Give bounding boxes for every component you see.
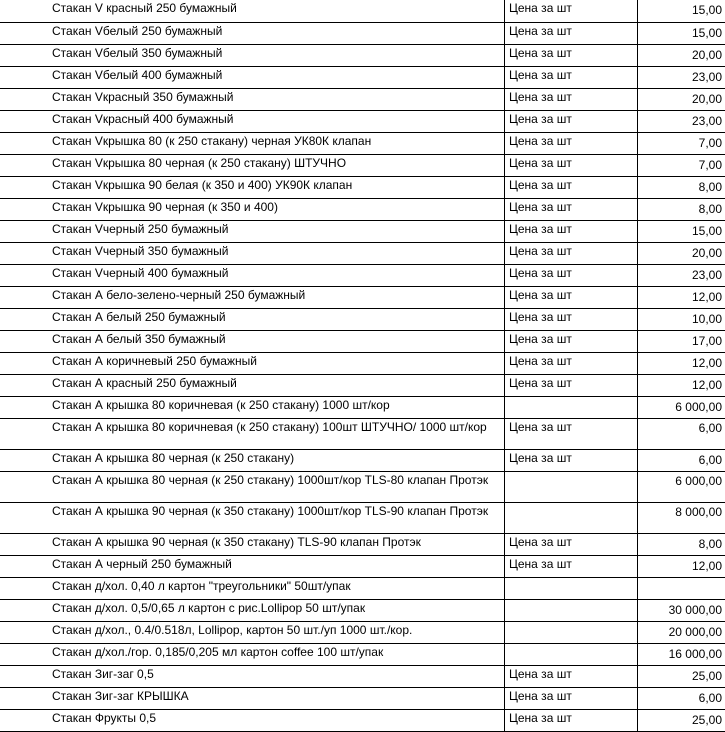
- price-unit-cell[interactable]: Цена за шт: [505, 66, 638, 88]
- product-name-cell[interactable]: Стакан А белый 350 бумажный: [47, 330, 505, 352]
- table-row[interactable]: [0, 471, 725, 502]
- product-name-cell[interactable]: Стакан А черный 250 бумажный: [47, 555, 505, 577]
- product-name-cell[interactable]: Стакан А крышка 90 черная (к 350 стакану) TLS-90 клапан Протэк: [47, 533, 505, 555]
- product-name-cell[interactable]: Стакан Vбелый 250 бумажный: [47, 22, 505, 44]
- product-name-cell[interactable]: Стакан Vчерный 400 бумажный: [47, 264, 505, 286]
- product-name-cell[interactable]: Стакан А крышка 80 коричневая (к 250 стакану) 1000 шт/кор: [47, 396, 505, 418]
- table-row[interactable]: [0, 154, 725, 176]
- table-row[interactable]: [0, 687, 725, 709]
- price-cell[interactable]: 15,00: [638, 220, 725, 242]
- price-cell[interactable]: 6,00: [638, 687, 725, 709]
- price-cell[interactable]: 20,00: [638, 242, 725, 264]
- price-unit-cell[interactable]: Цена за шт: [505, 449, 638, 471]
- price-unit-cell[interactable]: [505, 396, 638, 418]
- row-margin-cell[interactable]: [0, 0, 47, 22]
- price-cell[interactable]: 25,00: [638, 665, 725, 687]
- price-cell[interactable]: 23,00: [638, 110, 725, 132]
- row-margin-cell[interactable]: [0, 198, 47, 220]
- product-name-cell[interactable]: Стакан А бело-зелено-черный 250 бумажный: [47, 286, 505, 308]
- price-unit-cell[interactable]: [505, 502, 638, 533]
- table-row[interactable]: [0, 22, 725, 44]
- row-margin-cell[interactable]: [0, 471, 47, 502]
- price-unit-cell[interactable]: Цена за шт: [505, 286, 638, 308]
- price-cell[interactable]: 12,00: [638, 555, 725, 577]
- price-cell[interactable]: 23,00: [638, 264, 725, 286]
- table-row[interactable]: [0, 44, 725, 66]
- table-row[interactable]: [0, 643, 725, 665]
- product-name-cell[interactable]: Стакан Vкрасный 400 бумажный: [47, 110, 505, 132]
- table-row[interactable]: [0, 533, 725, 555]
- table-row[interactable]: [0, 352, 725, 374]
- row-margin-cell[interactable]: [0, 599, 47, 621]
- product-name-cell[interactable]: Стакан д/хол., 0.4/0.518л, Lollipop, картон 50 шт./уп 1000 шт./кор.: [47, 621, 505, 643]
- row-margin-cell[interactable]: [0, 533, 47, 555]
- price-cell[interactable]: 23,00: [638, 66, 725, 88]
- table-row[interactable]: [0, 599, 725, 621]
- price-unit-cell[interactable]: Цена за шт: [505, 220, 638, 242]
- table-row[interactable]: [0, 709, 725, 731]
- row-margin-cell[interactable]: [0, 709, 47, 731]
- table-row[interactable]: [0, 176, 725, 198]
- table-row[interactable]: [0, 308, 725, 330]
- price-unit-cell[interactable]: [505, 621, 638, 643]
- price-unit-cell[interactable]: Цена за шт: [505, 242, 638, 264]
- table-row[interactable]: [0, 621, 725, 643]
- price-cell[interactable]: 15,00: [638, 0, 725, 22]
- price-cell[interactable]: 8,00: [638, 176, 725, 198]
- price-cell[interactable]: 17,00: [638, 330, 725, 352]
- price-cell[interactable]: 6,00: [638, 449, 725, 471]
- product-name-cell[interactable]: Стакан Vкрышка 90 белая (к 350 и 400) УК90К клапан: [47, 176, 505, 198]
- price-unit-cell[interactable]: [505, 471, 638, 502]
- price-unit-cell[interactable]: Цена за шт: [505, 110, 638, 132]
- price-unit-cell[interactable]: Цена за шт: [505, 0, 638, 22]
- row-margin-cell[interactable]: [0, 577, 47, 599]
- row-margin-cell[interactable]: [0, 242, 47, 264]
- row-margin-cell[interactable]: [0, 555, 47, 577]
- table-row[interactable]: [0, 396, 725, 418]
- product-name-cell[interactable]: Стакан Фрукты 0,5: [47, 709, 505, 731]
- table-row[interactable]: [0, 0, 725, 22]
- table-row[interactable]: [0, 330, 725, 352]
- row-margin-cell[interactable]: [0, 308, 47, 330]
- product-name-cell[interactable]: Стакан А крышка 80 черная (к 250 стакану) 1000шт/кор TLS-80 клапан Протэк: [47, 471, 505, 502]
- row-margin-cell[interactable]: [0, 330, 47, 352]
- price-unit-cell[interactable]: Цена за шт: [505, 330, 638, 352]
- price-cell[interactable]: 20,00: [638, 44, 725, 66]
- price-unit-cell[interactable]: Цена за шт: [505, 198, 638, 220]
- product-name-cell[interactable]: Стакан Vчерный 350 бумажный: [47, 242, 505, 264]
- price-cell[interactable]: 12,00: [638, 374, 725, 396]
- price-unit-cell[interactable]: Цена за шт: [505, 418, 638, 449]
- row-margin-cell[interactable]: [0, 154, 47, 176]
- price-unit-cell[interactable]: Цена за шт: [505, 132, 638, 154]
- table-row[interactable]: [0, 577, 725, 599]
- table-row[interactable]: [0, 198, 725, 220]
- price-unit-cell[interactable]: Цена за шт: [505, 154, 638, 176]
- table-row[interactable]: [0, 66, 725, 88]
- product-name-cell[interactable]: Стакан Vкрышка 90 черная (к 350 и 400): [47, 198, 505, 220]
- price-unit-cell[interactable]: [505, 643, 638, 665]
- product-name-cell[interactable]: Стакан Vкрышка 80 (к 250 стакану) черная УК80К клапан: [47, 132, 505, 154]
- price-unit-cell[interactable]: Цена за шт: [505, 264, 638, 286]
- row-margin-cell[interactable]: [0, 264, 47, 286]
- row-margin-cell[interactable]: [0, 665, 47, 687]
- price-unit-cell[interactable]: Цена за шт: [505, 176, 638, 198]
- product-name-cell[interactable]: Стакан Vбелый 350 бумажный: [47, 44, 505, 66]
- price-unit-cell[interactable]: [505, 599, 638, 621]
- price-cell[interactable]: 25,00: [638, 709, 725, 731]
- table-row[interactable]: [0, 242, 725, 264]
- price-cell[interactable]: 12,00: [638, 352, 725, 374]
- price-unit-cell[interactable]: Цена за шт: [505, 88, 638, 110]
- row-margin-cell[interactable]: [0, 449, 47, 471]
- row-margin-cell[interactable]: [0, 502, 47, 533]
- price-unit-cell[interactable]: [505, 577, 638, 599]
- row-margin-cell[interactable]: [0, 352, 47, 374]
- product-name-cell[interactable]: Стакан А белый 250 бумажный: [47, 308, 505, 330]
- row-margin-cell[interactable]: [0, 687, 47, 709]
- row-margin-cell[interactable]: [0, 88, 47, 110]
- table-row[interactable]: [0, 88, 725, 110]
- row-margin-cell[interactable]: [0, 643, 47, 665]
- table-row[interactable]: [0, 132, 725, 154]
- price-cell[interactable]: [638, 577, 725, 599]
- product-name-cell[interactable]: Стакан А крышка 80 черная (к 250 стакану): [47, 449, 505, 471]
- price-unit-cell[interactable]: Цена за шт: [505, 352, 638, 374]
- table-row[interactable]: [0, 264, 725, 286]
- table-row[interactable]: [0, 665, 725, 687]
- row-margin-cell[interactable]: [0, 418, 47, 449]
- product-name-cell[interactable]: Стакан Зиг-заг КРЫШКА: [47, 687, 505, 709]
- row-margin-cell[interactable]: [0, 22, 47, 44]
- product-name-cell[interactable]: Стакан Зиг-заг 0,5: [47, 665, 505, 687]
- price-cell[interactable]: 20,00: [638, 88, 725, 110]
- price-cell[interactable]: 15,00: [638, 22, 725, 44]
- product-name-cell[interactable]: Стакан А крышка 90 черная (к 350 стакану) 1000шт/кор TLS-90 клапан Протэк: [47, 502, 505, 533]
- row-margin-cell[interactable]: [0, 621, 47, 643]
- row-margin-cell[interactable]: [0, 220, 47, 242]
- product-name-cell[interactable]: Стакан А красный 250 бумажный: [47, 374, 505, 396]
- product-name-cell[interactable]: Стакан Vкрасный 350 бумажный: [47, 88, 505, 110]
- row-margin-cell[interactable]: [0, 176, 47, 198]
- product-name-cell[interactable]: Стакан д/хол. 0,40 л картон "треугольники" 50шт/упак: [47, 577, 505, 599]
- price-unit-cell[interactable]: Цена за шт: [505, 308, 638, 330]
- row-margin-cell[interactable]: [0, 44, 47, 66]
- price-unit-cell[interactable]: Цена за шт: [505, 665, 638, 687]
- product-name-cell[interactable]: Стакан Vчерный 250 бумажный: [47, 220, 505, 242]
- row-margin-cell[interactable]: [0, 110, 47, 132]
- price-cell[interactable]: 12,00: [638, 286, 725, 308]
- table-row[interactable]: [0, 220, 725, 242]
- row-margin-cell[interactable]: [0, 286, 47, 308]
- price-cell[interactable]: 6,00: [638, 418, 725, 449]
- table-row[interactable]: [0, 502, 725, 533]
- price-unit-cell[interactable]: Цена за шт: [505, 44, 638, 66]
- table-row[interactable]: [0, 286, 725, 308]
- table-row[interactable]: [0, 374, 725, 396]
- product-name-cell[interactable]: Стакан Vбелый 400 бумажный: [47, 66, 505, 88]
- price-cell[interactable]: 8,00: [638, 198, 725, 220]
- table-row[interactable]: [0, 418, 725, 449]
- price-cell[interactable]: 6 000,00: [638, 471, 725, 502]
- row-margin-cell[interactable]: [0, 132, 47, 154]
- price-cell[interactable]: 10,00: [638, 308, 725, 330]
- price-cell[interactable]: 6 000,00: [638, 396, 725, 418]
- row-margin-cell[interactable]: [0, 374, 47, 396]
- price-cell[interactable]: 8 000,00: [638, 502, 725, 533]
- price-unit-cell[interactable]: Цена за шт: [505, 533, 638, 555]
- price-cell[interactable]: 7,00: [638, 154, 725, 176]
- price-unit-cell[interactable]: Цена за шт: [505, 687, 638, 709]
- product-name-cell[interactable]: Стакан д/хол./гор. 0,185/0,205 мл картон coffee 100 шт/упак: [47, 643, 505, 665]
- price-cell[interactable]: 30 000,00: [638, 599, 725, 621]
- table-row[interactable]: [0, 110, 725, 132]
- price-cell[interactable]: 8,00: [638, 533, 725, 555]
- price-unit-cell[interactable]: Цена за шт: [505, 22, 638, 44]
- table-row[interactable]: [0, 449, 725, 471]
- product-name-cell[interactable]: Стакан д/хол. 0,5/0,65 л картон с рис.Lollipop 50 шт/упак: [47, 599, 505, 621]
- product-name-cell[interactable]: Стакан А коричневый 250 бумажный: [47, 352, 505, 374]
- price-unit-cell[interactable]: Цена за шт: [505, 709, 638, 731]
- row-margin-cell[interactable]: [0, 396, 47, 418]
- product-name-cell[interactable]: Стакан А крышка 80 коричневая (к 250 стакану) 100шт ШТУЧНО/ 1000 шт/кор: [47, 418, 505, 449]
- price-unit-cell[interactable]: Цена за шт: [505, 374, 638, 396]
- price-cell[interactable]: 16 000,00: [638, 643, 725, 665]
- price-unit-cell[interactable]: Цена за шт: [505, 555, 638, 577]
- row-margin-cell[interactable]: [0, 66, 47, 88]
- price-cell[interactable]: 7,00: [638, 132, 725, 154]
- table-row[interactable]: [0, 555, 725, 577]
- price-cell[interactable]: 20 000,00: [638, 621, 725, 643]
- product-name-cell[interactable]: Стакан Vкрышка 80 черная (к 250 стакану) ШТУЧНО: [47, 154, 505, 176]
- product-name-cell[interactable]: Стакан V красный 250 бумажный: [47, 0, 505, 22]
